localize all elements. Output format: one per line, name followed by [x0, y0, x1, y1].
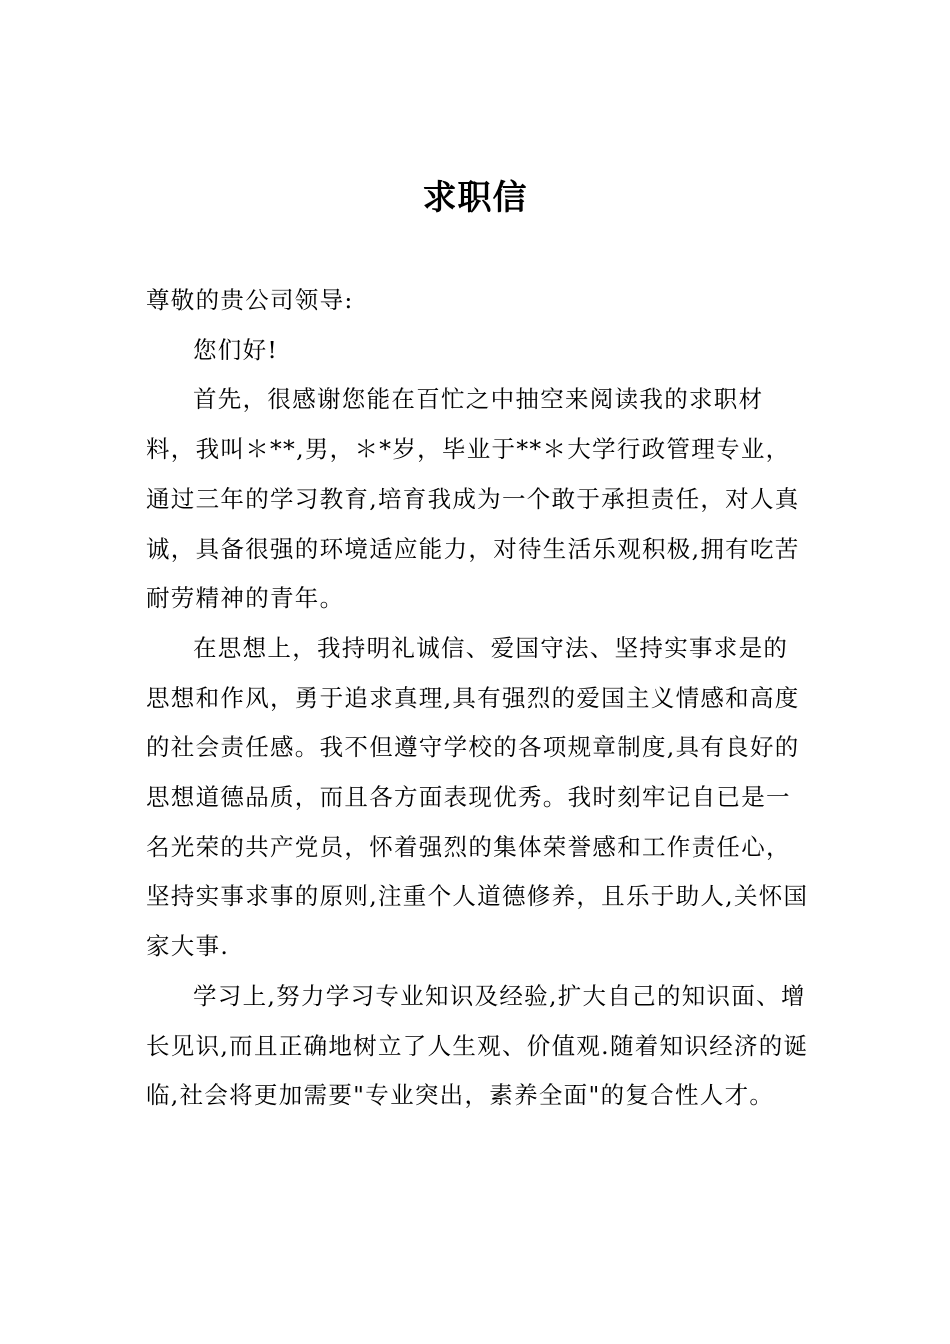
paragraph-ideology: 在思想上，我持明礼诚信、爱国守法、坚持实事求是的思想和作风，勇于追求真理,具有强烈的爱国主义情感和高度的社会责任感。我不但遵守学校的各项规章制度,具有良好的思想道德品质，而且各方面表现优秀。我时刻牢记自已是一名光荣的共产党员，怀着强烈的集体荣誉感和工作责任心，坚持实事求事的原则,注重个人道德修养，且乐于助人,关怀国家大事. — [146, 633, 809, 961]
salutation: 尊敬的贵公司领导: — [146, 286, 354, 314]
paragraph-introduction: 首先，很感谢您能在百忙之中抽空来阅读我的求职材料，我叫＊**,男，＊*岁，毕业于**＊大学行政管理专业，通过三年的学习教育,培育我成为一个敢于承担责任，对人真诚，具备很强的环境适应能力，对待生活乐观积极,拥有吃苦耐劳精神的青年。 — [146, 385, 800, 613]
greeting: 您们好! — [193, 335, 279, 364]
letter-body — [146, 276, 810, 1121]
document-title: 求职信 — [422, 178, 528, 218]
paragraph-study: 学习上,努力学习专业知识及经验,扩大自己的知识面、增长见识,而且正确地树立了人生观、价值观.随着知识经济的诞临,社会将更加需要"专业突出，素养全面"的复合性人才。 — [146, 981, 809, 1110]
